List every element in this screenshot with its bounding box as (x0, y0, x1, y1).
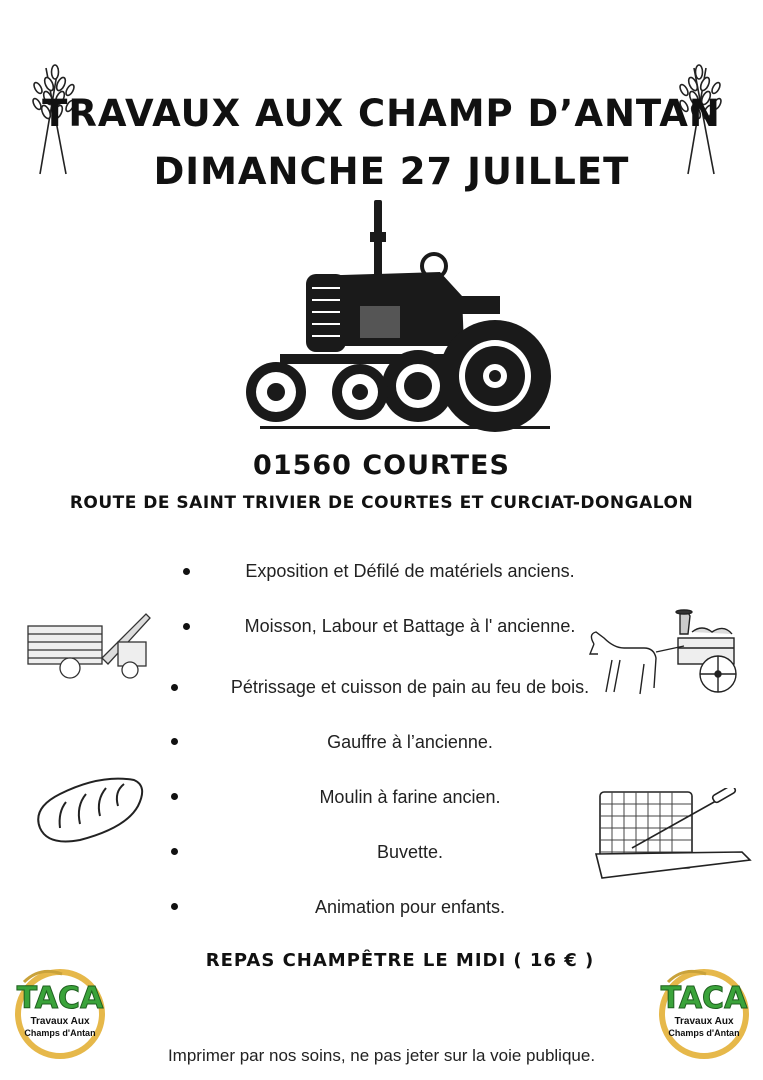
list-item: Moisson, Labour et Battage à l' ancienne. (244, 616, 576, 636)
title-line-1: TRAVAUX AUX CHAMP D’ANTAN (42, 92, 721, 135)
logo-line1: Travaux Aux (674, 1016, 734, 1027)
logo-acronym: TACA (16, 981, 104, 1016)
meal-info: REPAS CHAMPÊTRE LE MIDI ( 16 € ) (205, 950, 595, 971)
location-route: ROUTE DE SAINT TRIVIER DE COURTES ET CURCIAT-DONGALON (69, 493, 694, 513)
footer-note: Imprimer par nos soins, ne pas jeter sur la voie publique. (167, 1046, 596, 1065)
bread-illustration (30, 768, 148, 848)
logo-acronym: TACA (660, 981, 748, 1016)
list-item: Gauffre à l’ancienne. (327, 732, 493, 752)
list-item: Moulin à farine ancien. (319, 787, 501, 807)
title-line-2: DIMANCHE 27 JUILLET (153, 150, 630, 193)
logo-line2: Champs d'Antan (24, 1028, 96, 1038)
list-item: Pétrissage et cuisson de pain au feu de bois. (230, 677, 590, 697)
logo-line2: Champs d'Antan (668, 1028, 740, 1038)
list-item: Animation pour enfants. (314, 897, 506, 917)
list-item: Exposition et Défilé de matériels anciens. (245, 561, 575, 581)
logo-line1: Travaux Aux (30, 1016, 90, 1027)
location-town: 01560 COURTES (253, 450, 510, 481)
list-item: Buvette. (376, 842, 444, 862)
thresher-illustration (22, 608, 152, 680)
tractor-illustration (240, 196, 560, 436)
